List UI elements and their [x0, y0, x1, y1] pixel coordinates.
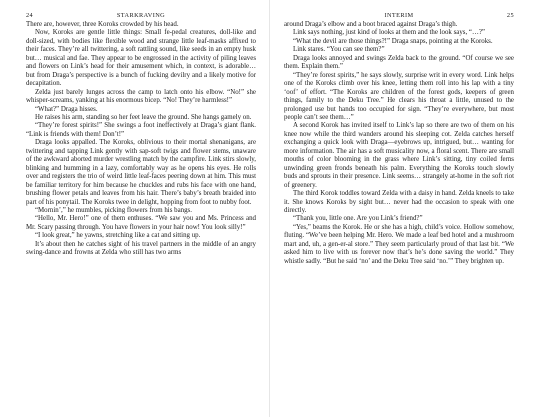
paragraph: “Yes,” beams the Korok. He or she has a high, child’s voice. Hollow somehow, fluting. “We’ve been helping Mr. Hero. We made a leaf bed hotel and a mushroom mart and, uh, a gen-er-al store.” They seem particularly proud of that last bit. “We asked him to live with us forever now that’s he’s done saving the world.” They whistle sadly. “But he said ‘no’ and the Deku Tree said ‘no.’” They brighten up. [284, 223, 514, 265]
paragraph: Draga looks appalled. The Koroks, oblivious to their mortal shenanigans, are twittering and tapping Link gently with sap-soft twigs and flower stems, unaware of the awkward aborted murder wrestling match by the campfire. Link stirs slowly, blinking and humming in a lazy, comfortably way as he opens his eyes. He rolls over and registers the trio of weird little leaf-faces peering down at him. This must be familiar territory for him because he chuckles and rubs his face with one hand, brushing flower petals and leaves from his hair. There’s baby’s breath braided into part of his ponytail. The Koroks twee in delight, hopping from foot to nubby foot. [26, 139, 256, 206]
right-page [270, 0, 540, 417]
paragraph: Draga looks annoyed and swings Zelda back to the ground. “Of course we see them. Explain them.” [284, 54, 514, 71]
right-page-body [284, 21, 514, 266]
paragraph: “They’re forest spirits,” he says slowly, surprise writ in every word. Link helps one of the Koroks climb over his knee, letting them roll into his lap with a tiny ‘oof’ of effort. “The Koroks are children of the forest gods, keepers of green things, family to the Deku Tree.” He clears his throat a little, unused to the prolonged use but hands too occupied for sign. “They’re everywhere, but most people can’t see them…” [284, 71, 514, 121]
paragraph: “What the devil are those things?!” Draga snaps, pointing at the Koroks. [293, 37, 493, 45]
left-running-header [26, 10, 256, 21]
paragraph: Link stares. “You can see them?” [293, 46, 385, 54]
left-running-title: STARKRAVING [116, 12, 166, 19]
paragraph: around Draga’s elbow and a boot braced against Draga’s thigh. [284, 21, 458, 28]
right-page-number: 25 [506, 12, 514, 19]
paragraph: Zelda just barely lunges across the camp to latch onto his elbow. “No!” she whisper-screams, yanking at his enormous bicep. “No! They’re harmless!” [26, 88, 256, 105]
paragraph: There are, however, three Koroks crowded by his head. [26, 21, 179, 28]
paragraph: Now, Koroks are gentle little things: Small fe-pedal creatures, doll-like and doll-sized, with bodies like flexible wood and strange little leaf-masks affixed to their faces. They’re all twittering, a soft rattling sound, like seeds in an empty husk but… musical and fae. They appear to be engrossed in the activity of piling leaves and flowers on Link’s head for their amusement which, in context, is adorable… but from Draga’s perspective is a bunch of fucking devilry and a likely motive for decapitation. [26, 29, 256, 88]
paragraph: “They’re forest spirits!” She swings a foot ineffectively at Draga’s giant flank. “Link is friends with them! Don’t!” [26, 122, 256, 138]
paragraph: The third Korok toddles toward Zelda with a daisy in hand. Zelda kneels to take it. She knows Koroks by sight but… never had the occasion to speak with one directly. [284, 190, 514, 214]
paragraph: “Thank you, little one. Are you Link’s friend?” [293, 215, 423, 223]
paragraph: It’s about then he catches sight of his travel partners in the middle of an angry swing-dance and frowns at Zelda who still has two arms [26, 240, 256, 257]
paragraph: “Mornin’,” he mumbles, picking flowers from his bangs. [35, 206, 192, 214]
paragraph: Link says nothing, just kind of looks at them and the look says, “…?” [293, 29, 485, 37]
paragraph: “I look great,” he yawns, stretching like a cat and sitting up. [35, 232, 201, 240]
paragraph: A second Korok has invited itself to Link’s lap so there are two of them on his knee now while the third wanders around his sleeping cot. Zelda catches herself exchanging a quick look with Draga—eyebrows up, intrigued, but… wanting for more information. The air has a soft musicality now, a floral scent. There are small mouths of color blooming in the grass where Link’s sitting, tiny coiled ferns unwinding green fronds beneath his palm. Everything the Koroks touch slowly buds and sprouts in their presence. Link seems… strangely at-home in the soft riot of greenery. [284, 122, 514, 189]
paragraph: He raises his arm, standing so her feet leave the ground. She hangs gamely on. [35, 113, 252, 121]
left-page-number: 24 [26, 12, 34, 19]
right-running-title: INTERIM [384, 12, 414, 19]
right-running-header [284, 10, 514, 21]
paragraph: “What?” Draga hisses. [35, 105, 98, 113]
left-page-body [26, 21, 256, 258]
paragraph: “Hello, Mr. Hero!” one of them enthuses. “We saw you and Ms. Princess and Mr. Scary passing through. You have flowers in your hair now! You look silly!” [26, 215, 256, 231]
